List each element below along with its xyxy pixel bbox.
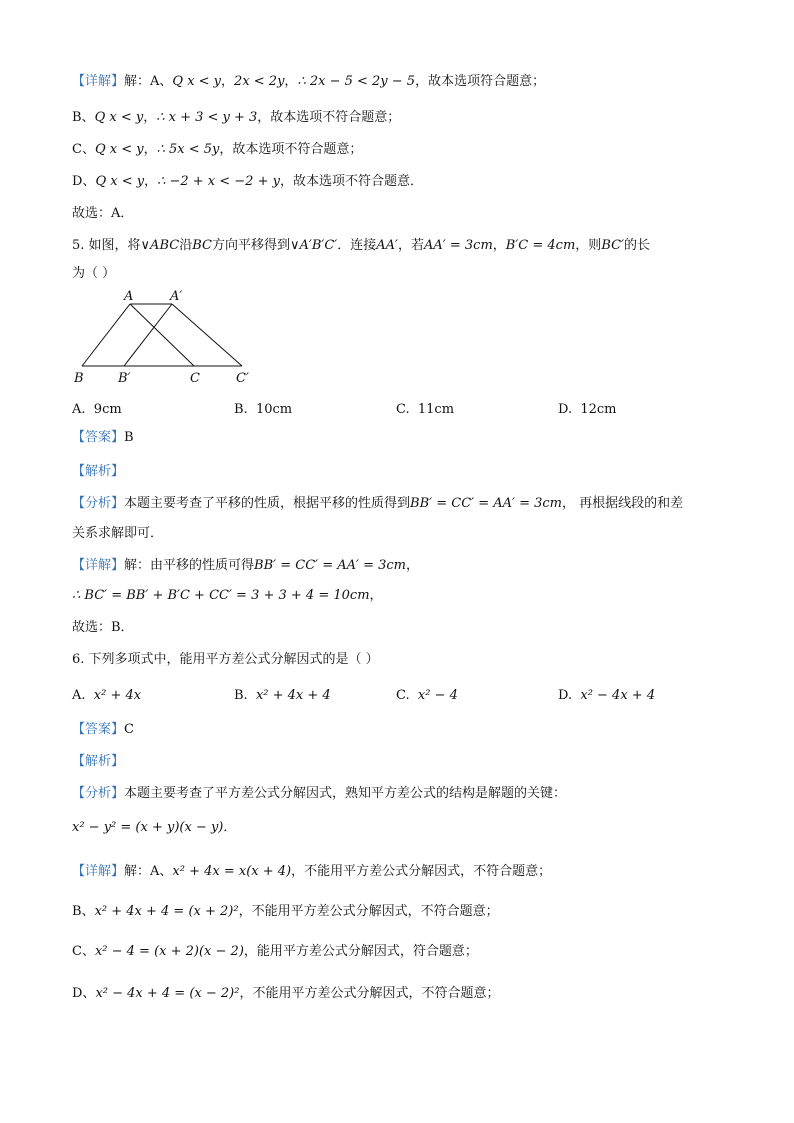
q6-option-b[interactable] — [234, 686, 331, 706]
text: ，不能用平方差公式分解因式，不符合题意； — [238, 904, 499, 919]
q4-detail-line-d — [72, 172, 423, 192]
q5-option-c[interactable] — [396, 400, 454, 420]
q5-detail — [72, 556, 419, 576]
text: 本题主要考查了平方差公式分解因式，熟知平方差公式的结构是解题的关键： — [124, 786, 567, 801]
text: ， — [492, 238, 506, 253]
text: 解：由平移的性质可得 — [124, 558, 255, 573]
text: 解：A、 — [124, 74, 173, 89]
text: ．连接 — [337, 238, 377, 253]
math: BC′ — [601, 238, 625, 253]
math: ∴ x + 3 < y + 3 — [156, 110, 258, 125]
option-label: B. — [234, 402, 248, 417]
q4-choose: 故选：A． — [72, 206, 134, 221]
q6-answer — [72, 720, 134, 740]
figure-label-A-prime: A′ — [170, 290, 183, 304]
fenxi-tag: 【分析】 — [72, 786, 125, 801]
text: ，故本选项不符合题意． — [279, 174, 423, 189]
text: ，不能用平方差公式分解因式，不符合题意； — [239, 986, 500, 1001]
option-label: A. — [72, 402, 86, 417]
q6-fenxi-formula — [72, 818, 236, 838]
option-value: x² − 4x + 4 — [580, 688, 656, 703]
q6-detail-c — [72, 942, 478, 962]
answer-value: C — [124, 722, 134, 737]
figure-segment-A2B2 — [124, 304, 172, 366]
q6-detail-d — [72, 984, 499, 1004]
q5-option-a[interactable] — [72, 400, 122, 420]
q5-translation-figure — [72, 290, 272, 386]
math: ∨A′B′C′ — [289, 238, 338, 253]
answer-tag: 【答案】 — [72, 430, 125, 445]
figure-label-B: B — [74, 371, 84, 386]
text: D、 — [72, 986, 96, 1001]
option-value: 10cm — [255, 402, 293, 417]
math: x² − 4x + 4 = (x − 2)² — [95, 986, 240, 1001]
detail-tag: 【详解】 — [72, 558, 125, 573]
math: x² − 4 = (x + 2)(x − 2) — [94, 944, 244, 959]
math: x² − y² = (x + y)(x − y) — [72, 820, 224, 835]
answer-tag: 【答案】 — [72, 722, 125, 737]
q5-analysis-tag: 【解析】 — [72, 464, 125, 479]
fenxi-tag: 【分析】 — [72, 496, 125, 511]
q4-detail-line-b — [72, 108, 400, 128]
figure-label-A: A — [124, 290, 134, 304]
option-label: A. — [72, 688, 86, 703]
option-value: x² + 4x + 4 — [255, 688, 331, 703]
text: ，故本选项符合题意； — [415, 74, 546, 89]
option-label: D. — [558, 402, 573, 417]
q5-option-b[interactable] — [234, 400, 292, 420]
figure-segment-A2C2 — [172, 304, 242, 366]
q6-analysis-tag: 【解析】 — [72, 754, 125, 769]
option-value: x² + 4x — [93, 688, 142, 703]
option-value: 11cm — [417, 402, 455, 417]
text: ，故本选项不符合题意； — [257, 110, 401, 125]
q6-option-d[interactable] — [558, 686, 655, 706]
math: ∴ −2 + x < −2 + y — [157, 174, 280, 189]
q5-answer — [72, 428, 134, 448]
math: Q x < y — [94, 142, 144, 157]
math: ∴ 5x < 5y — [156, 142, 220, 157]
text: 解：A、 — [124, 864, 173, 879]
text: ，能用平方差公式分解因式，符合题意； — [243, 944, 478, 959]
text: 沿 — [179, 238, 193, 253]
punct: ， — [221, 74, 235, 89]
text: ，则 — [575, 238, 602, 253]
math: AA′ — [376, 238, 398, 253]
q4-detail-line-a — [72, 72, 545, 92]
q6-fenxi — [72, 784, 566, 804]
text: D、 — [72, 174, 96, 189]
math: BB′ = CC′ = AA′ = 3cm — [410, 496, 563, 511]
text: B、 — [72, 904, 95, 919]
option-label: D. — [558, 688, 573, 703]
text: 的长 — [624, 238, 651, 253]
text: ，故本选项不符合题意； — [219, 142, 363, 157]
math: 2x < 2y — [234, 74, 285, 89]
q5-stem-line2: 为（ ） — [72, 266, 116, 281]
text: ， — [369, 588, 383, 603]
text: ． — [223, 820, 237, 835]
detail-tag: 【详解】 — [72, 864, 125, 879]
figure-label-B-prime: B′ — [118, 371, 131, 386]
math: ∴ BC′ = BB′ + B′C + CC′ = 3 + 3 + 4 = 10cm — [72, 588, 370, 603]
math: ∴ 2x − 5 < 2y − 5 — [297, 74, 416, 89]
math: BB′ = CC′ = AA′ = 3cm — [254, 558, 407, 573]
q5-detail-line2 — [72, 586, 383, 606]
answer-value: B — [124, 430, 134, 445]
math: Q x < y — [95, 174, 145, 189]
figure-segment-AB — [82, 304, 130, 366]
q6-option-a[interactable] — [72, 686, 141, 706]
detail-tag: 【详解】 — [72, 74, 125, 89]
figure-label-C: C — [190, 371, 200, 386]
option-label: C. — [396, 688, 410, 703]
option-value: x² − 4 — [417, 688, 458, 703]
math: x² + 4x = x(x + 4) — [172, 864, 292, 879]
text: ，若 — [398, 238, 425, 253]
option-value: 9cm — [93, 402, 122, 417]
math: B′C = 4cm — [505, 238, 576, 253]
option-label: C. — [396, 402, 410, 417]
option-label: B. — [234, 688, 248, 703]
math: ∨ABC — [140, 238, 180, 253]
math: BC — [192, 238, 212, 253]
text: C、 — [72, 142, 95, 157]
text: ，不能用平方差公式分解因式，不符合题意； — [291, 864, 552, 879]
punct: ， — [143, 142, 157, 157]
punct: ， — [284, 74, 298, 89]
punct: ， — [144, 174, 158, 189]
math: Q x < y — [94, 110, 144, 125]
text: B、 — [72, 110, 95, 125]
text: ， — [406, 558, 420, 573]
q5-fenxi-line2: 关系求解即可． — [72, 526, 164, 541]
figure-segment-AC — [130, 304, 194, 366]
math: Q x < y — [172, 74, 222, 89]
q6-detail-b — [72, 902, 499, 922]
q5-option-d[interactable] — [558, 400, 617, 420]
q6-option-c[interactable] — [396, 686, 458, 706]
q5-options — [72, 400, 724, 420]
math: x² + 4x + 4 = (x + 2)² — [94, 904, 239, 919]
q6-detail-a — [72, 862, 551, 882]
q5-fenxi — [72, 494, 683, 514]
q5-stem — [72, 236, 650, 256]
text: ， 再根据线段的和差 — [562, 496, 684, 511]
q6-stem: 6. 下列多项式中，能用平方差公式分解因式的是（ ） — [72, 652, 379, 667]
text: 本题主要考查了平移的性质，根据平移的性质得到 — [124, 496, 411, 511]
punct: ， — [143, 110, 157, 125]
math: AA′ = 3cm — [424, 238, 493, 253]
q5-choose: 故选：B． — [72, 620, 134, 635]
figure-label-C-prime: C′ — [236, 371, 249, 386]
option-value: 12cm — [580, 402, 617, 417]
q4-detail-line-c — [72, 140, 362, 160]
text: 方向平移得到 — [211, 238, 290, 253]
text: 5. 如图，将 — [72, 238, 141, 253]
text: C、 — [72, 944, 95, 959]
q6-options — [72, 686, 724, 706]
